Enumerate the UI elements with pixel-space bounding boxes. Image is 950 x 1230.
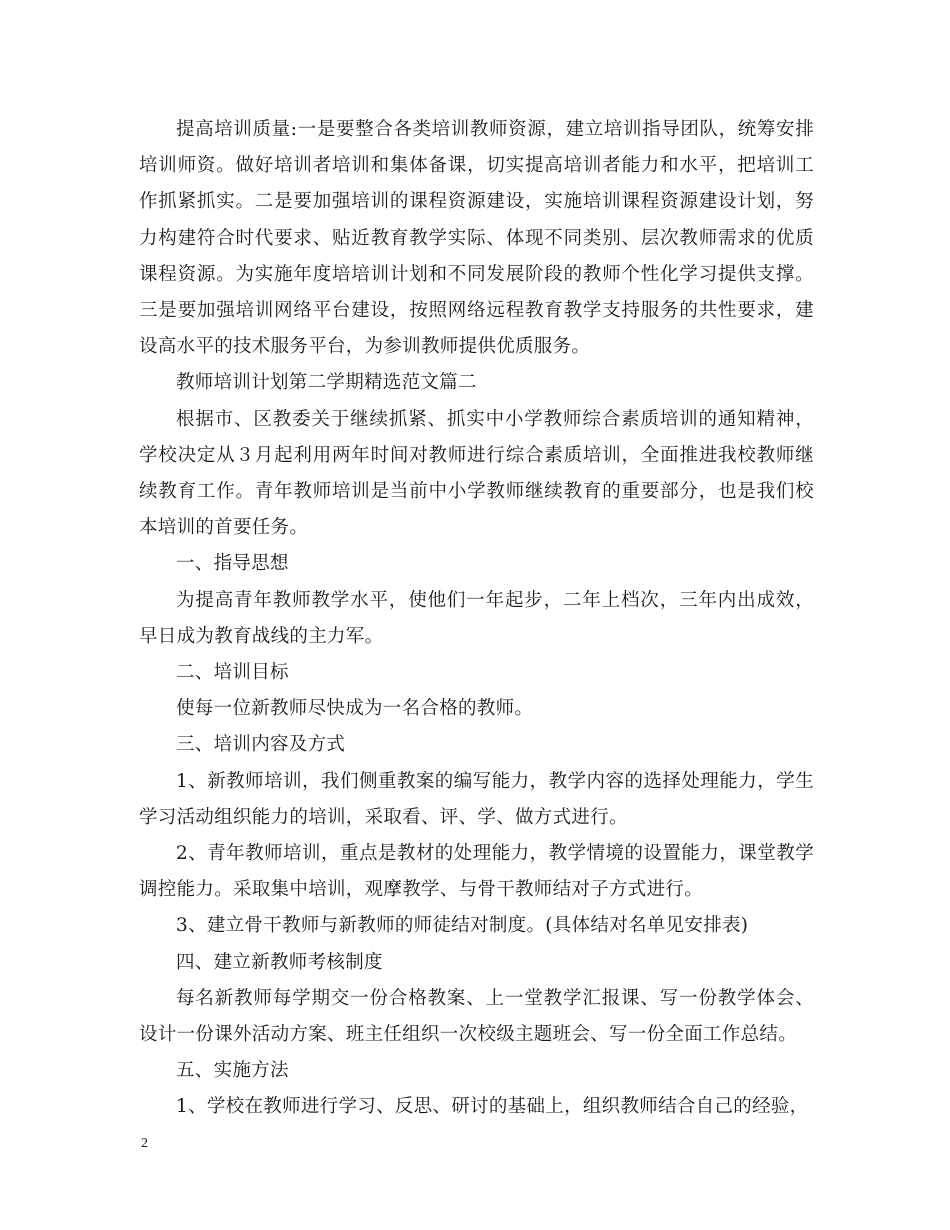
- heading-assessment-system: 四、建立新教师考核制度: [176, 951, 383, 973]
- paragraph-training-goal: 使每一位新教师尽快成为一名合格的教师。: [176, 698, 534, 720]
- paragraph-guiding-ideology: 为提高青年教师教学水平，使他们一年起步，二年上档次，三年内出成效，早日成为教育战线的主力军。: [139, 589, 814, 647]
- paragraph-new-teacher-training: 1、新教师培训，我们侧重教案的编写能力，教学内容的选择处理能力，学生学习活动组织能力的培训，采取看、评、学、做方式进行。: [139, 770, 814, 828]
- paragraph-article-title: 教师培训计划第二学期精选范文篇二: [176, 372, 477, 394]
- heading-implementation: 五、实施方法: [176, 1060, 289, 1082]
- heading-training-goal: 二、培训目标: [176, 662, 289, 684]
- paragraph-young-teacher-training: 2、青年教师培训，重点是教材的处理能力，教学情境的设置能力，课堂教学调控能力。采取集中培训，观摩教学、与骨干教师结对子方式进行。: [139, 843, 814, 901]
- heading-training-content: 三、培训内容及方式: [176, 734, 346, 756]
- paragraph-mentor-system: 3、建立骨干教师与新教师的师徒结对制度。(具体结对名单见安排表): [176, 915, 749, 937]
- page-number: 2: [141, 1136, 148, 1151]
- document-body: [139, 112, 814, 1126]
- paragraph-training-quality: 提高培训质量:一是要整合各类培训教师资源，建立培训指导团队，统筹安排培训师资。做好培训者培训和集体备课，切实提高培训者能力和水平，把培训工作抓紧抓实。二是要加强培训的课程资源建设，实施培训课程资源建设计划，努力构建符合时代要求、贴近教育教学实际、体现不同类别、层次教师需求的优质课程资源。为实施年度培培训计划和不同发展阶段的教师个性化学习提供支撑。三是要加强培训网络平台建设，按照网络远程教育教学支持服务的共性要求，建设高水平的技术服务平台，为参训教师提供优质服务。: [139, 119, 814, 358]
- paragraph-assessment-system: 每名新教师每学期交一份合格教案、上一堂教学汇报课、写一份教学体会、设计一份课外活动方案、班主任组织一次校级主题班会、写一份全面工作总结。: [139, 987, 814, 1046]
- heading-guiding-ideology: 一、指导思想: [176, 553, 289, 575]
- paragraph-implementation-1: 1、学校在教师进行学习、反思、研讨的基础上，组织教师结合自己的经验，: [176, 1096, 809, 1118]
- paragraph-background: 根据市、区教委关于继续抓紧、抓实中小学教师综合素质培训的通知精神，学校决定从３月起利用两年时间对教师进行综合素质培训，全面推进我校教师继续教育工作。青年教师培训是当前中小学教师继续教育的重要部分，也是我们校本培训的首要任务。: [139, 408, 814, 539]
